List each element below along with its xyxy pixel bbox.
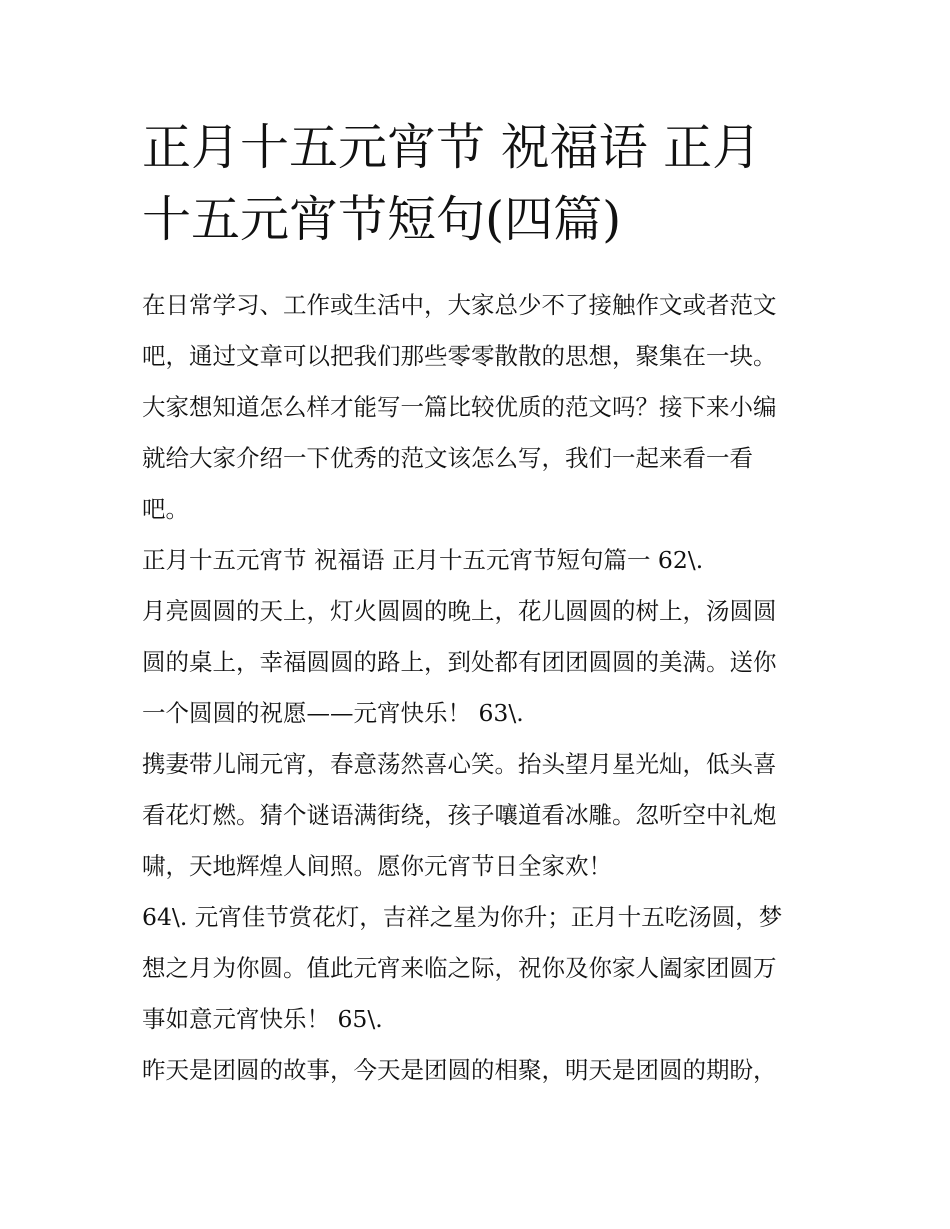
body-line: 月亮圆圆的天上，灯火圆圆的晚上，花儿圆圆的树上，汤圆圆 [142, 597, 777, 625]
body-line: 就给大家介绍一下优秀的范文该怎么写，我们一起来看一看 [142, 444, 753, 472]
document-body [142, 280, 822, 1096]
body-line: 看花灯燃。猜个谜语满街绕，孩子嚷道看冰雕。忽听空中礼炮 [142, 801, 777, 829]
body-line: 一个圆圆的祝愿——元宵快乐！ 63\. [142, 699, 524, 727]
body-line: 携妻带儿闹元宵，春意荡然喜心笑。抬头望月星光灿，低头喜 [142, 750, 777, 778]
section-heading-line: 正月十五元宵节 祝福语 正月十五元宵节短句篇一 62\. [142, 546, 704, 574]
title-line-1: 正月十五元宵节 祝福语 正月 [142, 119, 762, 176]
body-line: 昨天是团圆的故事，今天是团圆的相聚，明天是团圆的期盼， [142, 1056, 777, 1084]
body-line: 大家想知道怎么样才能写一篇比较优质的范文吗？接下来小编 [142, 393, 777, 421]
body-line: 吧，通过文章可以把我们那些零零散散的思想，聚集在一块。 [142, 342, 777, 370]
title-line-2: 十五元宵节短句(四篇) [142, 191, 622, 248]
document-title [142, 112, 822, 256]
body-line: 啸，天地辉煌人间照。愿你元宵节日全家欢！ [142, 852, 612, 880]
body-line: 想之月为你圆。值此元宵来临之际，祝你及你家人阖家团圆万 [142, 954, 777, 982]
body-line: 圆的桌上，幸福圆圆的路上，到处都有团团圆圆的美满。送你 [142, 648, 777, 676]
body-line: 64\. 元宵佳节赏花灯，吉祥之星为你升；正月十五吃汤圆，梦 [142, 903, 783, 931]
body-line: 事如意元宵快乐！ 65\. [142, 1005, 383, 1033]
body-line: 吧。 [142, 495, 189, 523]
body-line: 在日常学习、工作或生活中，大家总少不了接触作文或者范文 [142, 291, 777, 319]
